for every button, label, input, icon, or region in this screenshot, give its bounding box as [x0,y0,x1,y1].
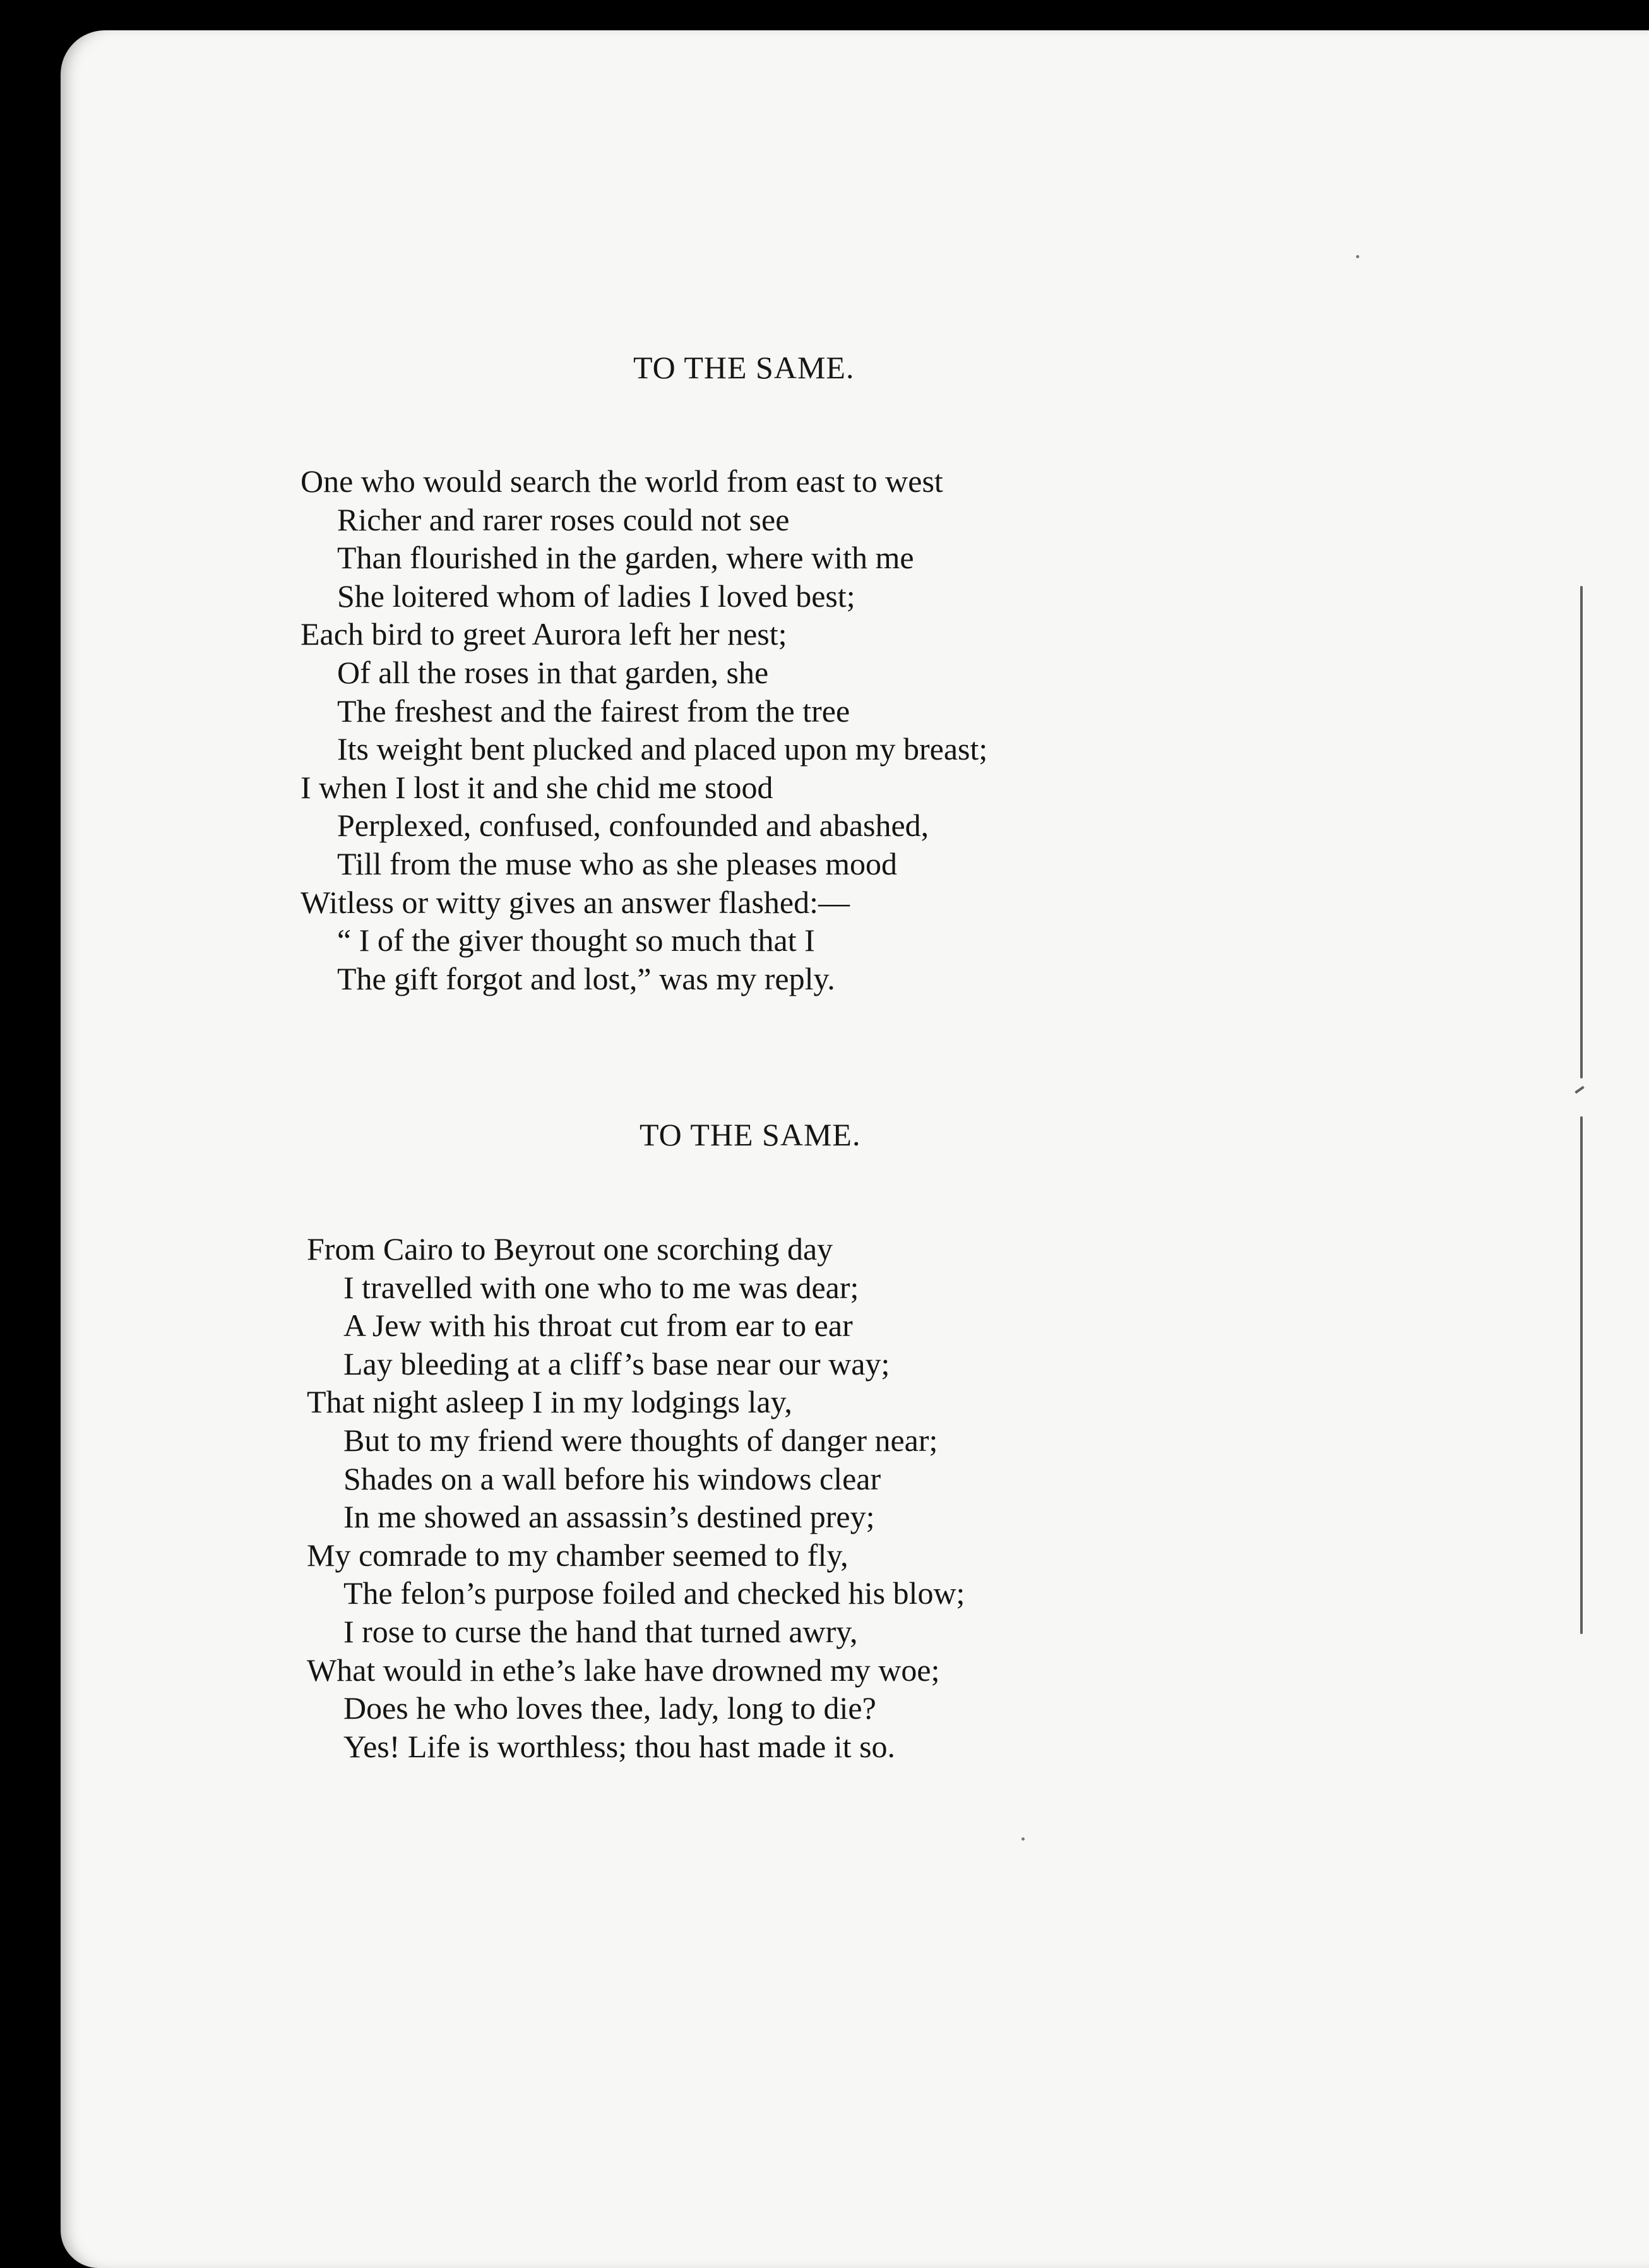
poem-1-line-8: Its weight bent plucked and placed upon my breast; [337,731,988,767]
poem-1-line-5: Each bird to greet Aurora left her nest; [301,616,787,652]
poem-1-line-14: The gift forgot and lost,” was my reply. [337,960,835,996]
poem-1-line-11: Till from the muse who as she pleases mood [337,845,897,881]
poem-1-line-10: Perplexed, confused, confounded and abashed, [337,808,929,844]
poem-2-line-9: My comrade to my chamber seemed to fly, [307,1537,848,1573]
gutter-binding-line [1580,1116,1583,1634]
poem-2-line-2: I travelled with one who to me was dear; [343,1269,859,1305]
poem-2-line-6: But to my friend were thoughts of danger near; [343,1422,938,1458]
poem-1-line-3: Than flourished in the garden, where with me [337,540,914,576]
paper-speck [1356,255,1359,258]
poem-2-line-3: A Jew with his throat cut from ear to ear [343,1308,853,1344]
poem-2-title: TO THE SAME. [640,1117,861,1152]
binding-mark [1575,1086,1584,1094]
poem-2-body [307,1230,965,1765]
poem-1-line-1: One who would search the world from east to west [301,463,943,499]
poem-1-line-6: Of all the roses in that garden, she [337,654,769,690]
poem-1-line-9: I when I lost it and she chid me stood [301,769,773,805]
poem-1-line-13: “ I of the giver thought so much that I [337,922,815,958]
poem-1-line-7: The freshest and the fairest from the tree [337,693,850,729]
poem-2-line-5: That night asleep I in my lodgings lay, [307,1384,792,1420]
poem-2-line-10: The felon’s purpose foiled and checked his blow; [343,1575,965,1611]
poem-2-line-7: Shades on a wall before his windows clear [343,1460,881,1496]
poem-1-line-4: She loitered whom of ladies I loved best; [337,578,855,614]
poem-1-line-2: Richer and rarer roses could not see [337,501,790,537]
poem-1-line-12: Witless or witty gives an answer flashed:— [301,884,850,920]
poem-2-line-4: Lay bleeding at a cliff’s base near our way; [343,1346,890,1382]
poem-1-title: TO THE SAME. [633,350,855,385]
paper-speck [1021,1837,1025,1841]
poem-2-line-14: Yes! Life is worthless; thou hast made it so. [343,1728,896,1764]
poem-2-line-12: What would in ethe’s lake have drowned my woe; [307,1652,940,1688]
poem-2-line-13: Does he who loves thee, lady, long to die? [343,1690,876,1726]
gutter-binding-line [1580,586,1583,1078]
poem-2-line-1: From Cairo to Beyrout one scorching day [307,1231,833,1267]
poem-2-line-8: In me showed an assassin’s destined prey; [343,1499,875,1535]
poem-1-body [301,462,987,998]
poem-2-line-11: I rose to curse the hand that turned awry, [343,1613,858,1649]
